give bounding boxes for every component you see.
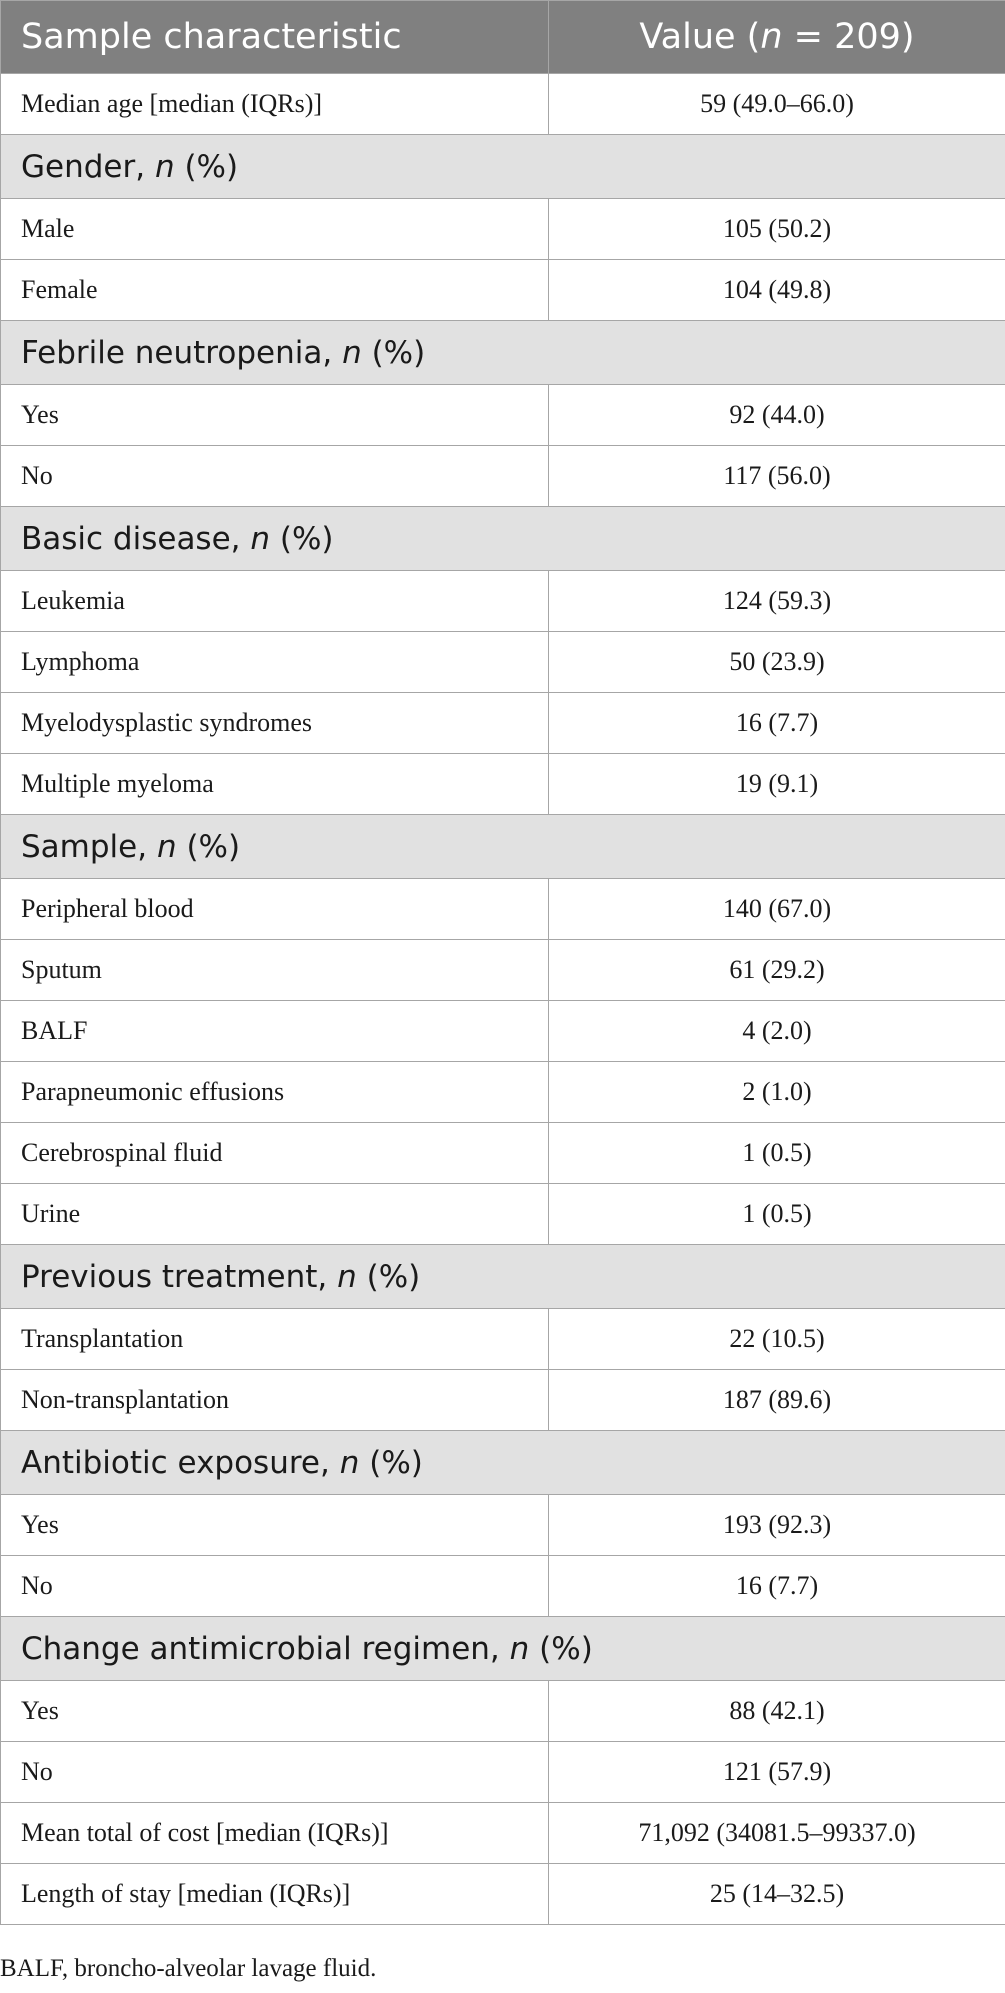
row-label: Female <box>1 260 549 321</box>
row-label: Lymphoma <box>1 632 549 693</box>
table-row <box>1 879 1005 940</box>
row-label: Mean total of cost [median (IQRs)] <box>1 1803 549 1864</box>
table-row <box>1 1062 1005 1123</box>
section-label <box>1 507 1005 571</box>
header-value-prefix: Value ( <box>639 17 761 57</box>
row-label: Male <box>1 199 549 260</box>
row-value: 121 (57.9) <box>549 1742 1005 1803</box>
section-label-text: Febrile neutropenia, <box>21 334 343 371</box>
row-value: 19 (9.1) <box>549 754 1005 815</box>
row-value: 61 (29.2) <box>549 940 1005 1001</box>
table-row <box>1 1495 1005 1556</box>
row-value: 2 (1.0) <box>549 1062 1005 1123</box>
table-row <box>1 1370 1005 1431</box>
section-label-variable: n <box>509 1630 530 1667</box>
section-label <box>1 815 1005 879</box>
row-label: Multiple myeloma <box>1 754 549 815</box>
table-row <box>1 693 1005 754</box>
row-label: Yes <box>1 1681 549 1742</box>
row-label: Peripheral blood <box>1 879 549 940</box>
section-label <box>1 1431 1005 1495</box>
table-row <box>1 1556 1005 1617</box>
table-row <box>1 1123 1005 1184</box>
row-value: 124 (59.3) <box>549 571 1005 632</box>
row-label: Yes <box>1 1495 549 1556</box>
section-label-variable: n <box>342 334 362 371</box>
table-header-row <box>1 1 1005 74</box>
section-label <box>1 135 1005 199</box>
table-row <box>1 260 1005 321</box>
row-label: No <box>1 1556 549 1617</box>
section-row <box>1 1617 1005 1681</box>
section-label-suffix: (%) <box>176 828 241 865</box>
section-label-suffix: (%) <box>270 520 334 557</box>
section-label-variable: n <box>250 520 271 557</box>
row-label: Myelodysplastic syndromes <box>1 693 549 754</box>
row-label: Length of stay [median (IQRs)] <box>1 1864 549 1925</box>
row-value: 193 (92.3) <box>549 1495 1005 1556</box>
row-value: 16 (7.7) <box>549 1556 1005 1617</box>
section-label-text: Gender, <box>21 148 155 185</box>
row-label: BALF <box>1 1001 549 1062</box>
row-label: Transplantation <box>1 1309 549 1370</box>
row-label: Parapneumonic effusions <box>1 1062 549 1123</box>
table-row <box>1 940 1005 1001</box>
row-value: 22 (10.5) <box>549 1309 1005 1370</box>
row-value: 140 (67.0) <box>549 879 1005 940</box>
table-body <box>1 74 1005 1925</box>
section-label <box>1 1245 1005 1309</box>
table-row <box>1 571 1005 632</box>
section-label-suffix: (%) <box>356 1258 421 1295</box>
row-value: 4 (2.0) <box>549 1001 1005 1062</box>
section-label <box>1 321 1005 385</box>
section-label <box>1 1617 1005 1681</box>
row-label: Sputum <box>1 940 549 1001</box>
table-row <box>1 446 1005 507</box>
row-value: 16 (7.7) <box>549 693 1005 754</box>
header-value-suffix: = 209) <box>782 17 915 57</box>
row-label: Leukemia <box>1 571 549 632</box>
section-label-text: Previous treatment, <box>21 1258 338 1295</box>
section-label-suffix: (%) <box>529 1630 593 1667</box>
table-row <box>1 1803 1005 1864</box>
row-value: 105 (50.2) <box>549 199 1005 260</box>
section-label-text: Change antimicrobial regimen, <box>21 1630 510 1667</box>
row-value: 92 (44.0) <box>549 385 1005 446</box>
table-row <box>1 1309 1005 1370</box>
section-label-variable: n <box>154 148 175 185</box>
table-row <box>1 1184 1005 1245</box>
table-row <box>1 632 1005 693</box>
table-row <box>1 1001 1005 1062</box>
row-label: Non-transplantation <box>1 1370 549 1431</box>
row-label: No <box>1 1742 549 1803</box>
row-value: 187 (89.6) <box>549 1370 1005 1431</box>
header-sample-characteristic: Sample characteristic <box>1 1 549 74</box>
row-value: 50 (23.9) <box>549 632 1005 693</box>
header-value-variable: n <box>760 17 783 57</box>
section-row <box>1 1431 1005 1495</box>
table-row <box>1 385 1005 446</box>
table-row <box>1 754 1005 815</box>
section-label-suffix: (%) <box>174 148 239 185</box>
section-row <box>1 135 1005 199</box>
section-row <box>1 1245 1005 1309</box>
section-label-variable: n <box>337 1258 357 1295</box>
row-label: Yes <box>1 385 549 446</box>
section-row <box>1 507 1005 571</box>
row-value: 1 (0.5) <box>549 1184 1005 1245</box>
row-value: 88 (42.1) <box>549 1681 1005 1742</box>
row-label: Median age [median (IQRs)] <box>1 74 549 135</box>
section-label-text: Basic disease, <box>21 520 251 557</box>
section-label-text: Antibiotic exposure, <box>21 1444 340 1481</box>
section-row <box>1 815 1005 879</box>
section-label-variable: n <box>339 1444 360 1481</box>
section-label-variable: n <box>156 828 177 865</box>
table-row <box>1 1681 1005 1742</box>
row-value: 71,092 (34081.5–99337.0) <box>549 1803 1005 1864</box>
table-row <box>1 1742 1005 1803</box>
table-row <box>1 74 1005 135</box>
section-label-suffix: (%) <box>359 1444 423 1481</box>
row-value: 117 (56.0) <box>549 446 1005 507</box>
section-label-text: Sample, <box>21 828 157 865</box>
table-footnote: BALF, broncho-alveolar lavage fluid. <box>0 1955 377 1982</box>
table-row <box>1 199 1005 260</box>
row-label: Cerebrospinal fluid <box>1 1123 549 1184</box>
header-value <box>549 1 1005 74</box>
row-label: Urine <box>1 1184 549 1245</box>
row-value: 25 (14–32.5) <box>549 1864 1005 1925</box>
row-label: No <box>1 446 549 507</box>
row-value: 1 (0.5) <box>549 1123 1005 1184</box>
section-row <box>1 321 1005 385</box>
row-value: 59 (49.0–66.0) <box>549 74 1005 135</box>
table-row <box>1 1864 1005 1925</box>
section-label-suffix: (%) <box>361 334 426 371</box>
row-value: 104 (49.8) <box>549 260 1005 321</box>
